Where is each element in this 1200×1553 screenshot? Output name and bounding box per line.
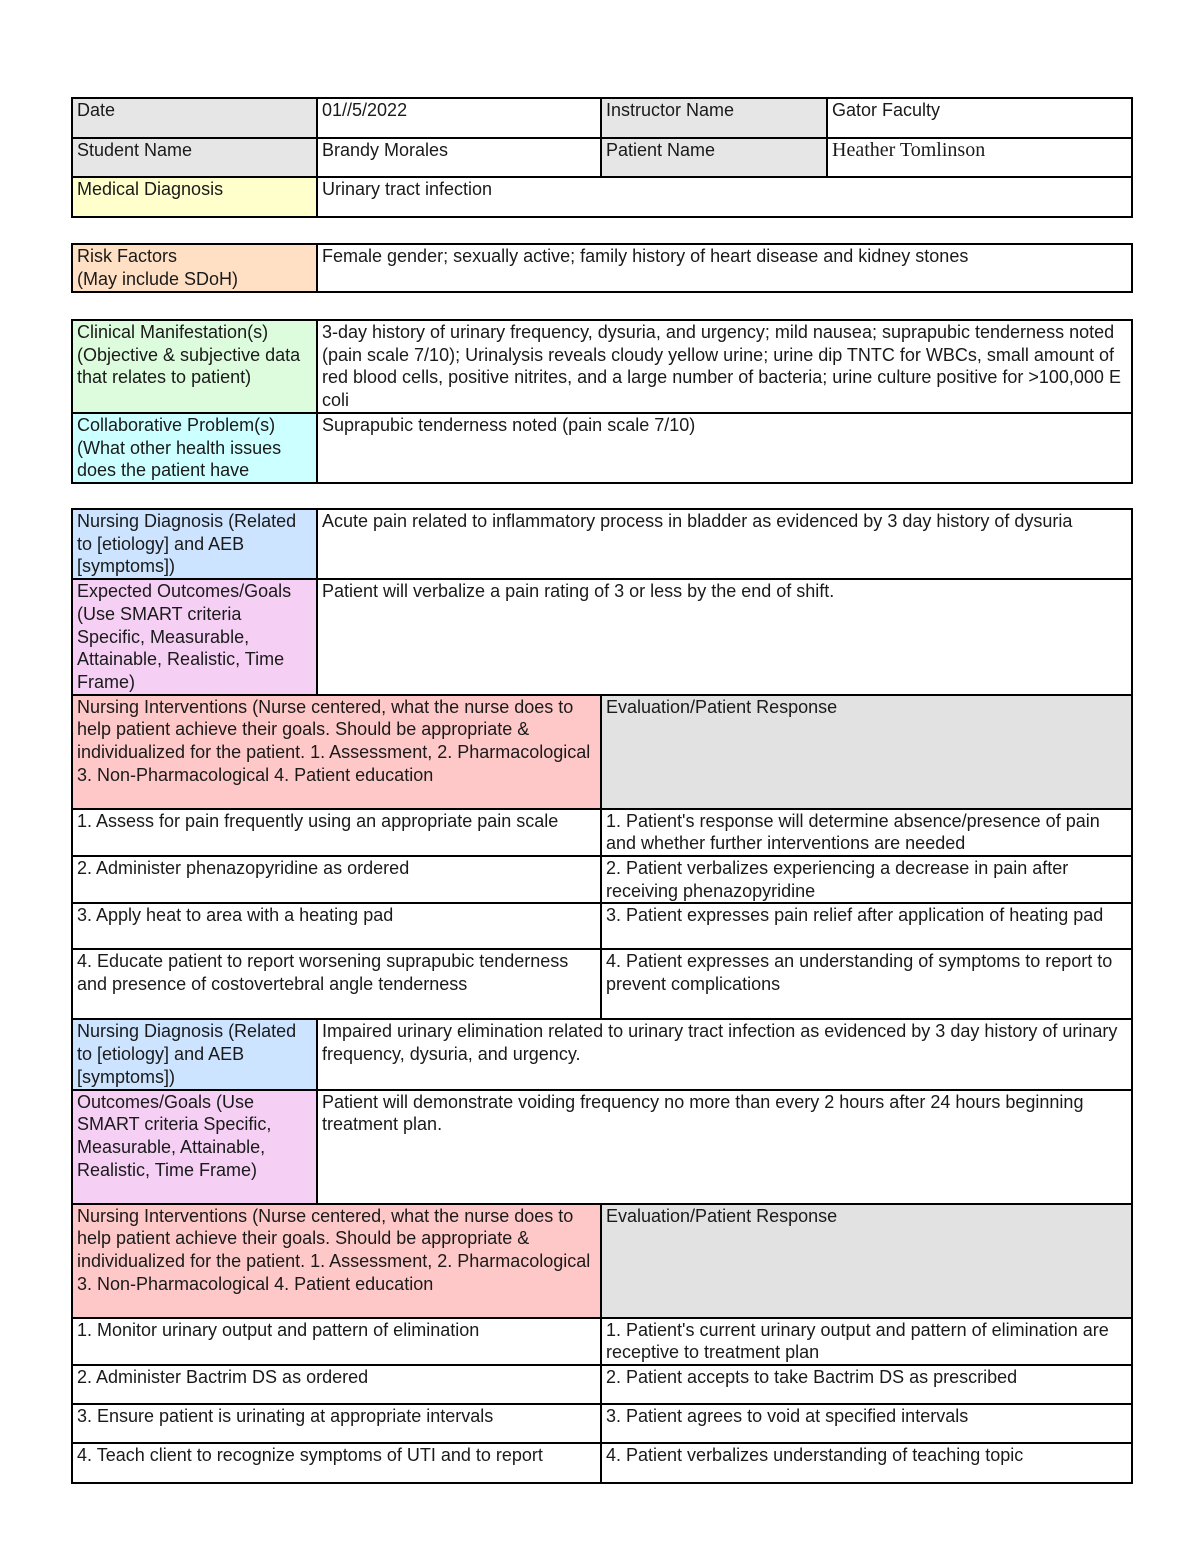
risk-value: Female gender; sexually active; family history of heart disease and kidney stones bbox=[317, 244, 1132, 292]
date-label: Date bbox=[72, 98, 317, 138]
risk-label bbox=[72, 244, 317, 292]
intervention-cell: 3. Apply heat to area with a heating pad bbox=[72, 903, 601, 949]
diagnosis-label: Medical Diagnosis bbox=[72, 177, 317, 217]
goal-value: Patient will demonstrate voiding frequency no more than every 2 hours after 24 hours beginning treatment plan. bbox=[317, 1090, 1132, 1204]
evaluation-cell: 2. Patient accepts to take Bactrim DS as prescribed bbox=[601, 1365, 1132, 1404]
evaluation-cell: 4. Patient verbalizes understanding of teaching topic bbox=[601, 1443, 1132, 1483]
manifestation-label: Clinical Manifestation(s) (Objective & subjective data that relates to patient) bbox=[72, 320, 317, 413]
date-value: 01//5/2022 bbox=[317, 98, 601, 138]
instructor-label: Instructor Name bbox=[601, 98, 827, 138]
manifestation-value: 3-day history of urinary frequency, dysuria, and urgency; mild nausea; suprapubic tenderness noted (pain scale 7/10); Urinalysis reveals cloudy yellow urine; urine dip TNTC for WBCs, small amount of red blood cells, positive nitrites, and a large number of bacteria; urine culture positive for >100,000 E coli bbox=[317, 320, 1132, 413]
evaluation-cell: 3. Patient expresses pain relief after application of heating pad bbox=[601, 903, 1132, 949]
interventions-label: Nursing Interventions (Nurse centered, what the nurse does to help patient achieve their goals. Should be appropriate & individualized for the patient. 1. Assessment, 2. Pharmacological 3. Non-Pharmacological 4. Patient education bbox=[72, 1204, 601, 1318]
patient-value: Heather Tomlinson bbox=[827, 138, 1132, 177]
clinical-table bbox=[71, 319, 1133, 484]
interventions-label: Nursing Interventions (Nurse centered, what the nurse does to help patient achieve their goals. Should be appropriate & individualized for the patient. 1. Assessment, 2. Pharmacological 3. Non-Pharmacological 4. Patient education bbox=[72, 695, 601, 809]
collab-label: Collaborative Problem(s) (What other health issues does the patient have bbox=[72, 413, 317, 483]
nursing-dx-value: Acute pain related to inflammatory process in bladder as evidenced by 3 day history of dysuria bbox=[317, 509, 1132, 579]
evaluation-cell: 1. Patient's response will determine absence/presence of pain and whether further interventions are needed bbox=[601, 809, 1132, 856]
student-value: Brandy Morales bbox=[317, 138, 601, 177]
student-label: Student Name bbox=[72, 138, 317, 177]
intervention-cell: 4. Educate patient to report worsening suprapubic tenderness and presence of costovertebral angle tenderness bbox=[72, 949, 601, 1019]
intervention-cell: 2. Administer Bactrim DS as ordered bbox=[72, 1365, 601, 1404]
risk-label-line1: Risk Factors bbox=[77, 246, 178, 266]
risk-table bbox=[71, 243, 1133, 293]
intervention-cell: 4. Teach client to recognize symptoms of UTI and to report bbox=[72, 1443, 601, 1483]
collab-value: Suprapubic tenderness noted (pain scale 7/10) bbox=[317, 413, 1132, 483]
evaluation-cell: 3. Patient agrees to void at specified intervals bbox=[601, 1404, 1132, 1443]
evaluation-cell: 1. Patient's current urinary output and pattern of elimination are receptive to treatment plan bbox=[601, 1318, 1132, 1365]
intervention-cell: 2. Administer phenazopyridine as ordered bbox=[72, 856, 601, 903]
evaluation-label: Evaluation/Patient Response bbox=[601, 695, 1132, 809]
evaluation-cell: 4. Patient expresses an understanding of symptoms to report to prevent complications bbox=[601, 949, 1132, 1019]
header-table bbox=[71, 97, 1133, 218]
evaluation-label: Evaluation/Patient Response bbox=[601, 1204, 1132, 1318]
nursing-plan-table bbox=[71, 508, 1133, 1484]
goal-label: Outcomes/Goals (Use SMART criteria Specific, Measurable, Attainable, Realistic, Time Frame) bbox=[72, 1090, 317, 1204]
nursing-dx-value: Impaired urinary elimination related to urinary tract infection as evidenced by 3 day history of urinary frequency, dysuria, and urgency. bbox=[317, 1019, 1132, 1089]
intervention-cell: 3. Ensure patient is urinating at appropriate intervals bbox=[72, 1404, 601, 1443]
risk-label-line2: (May include SDoH) bbox=[77, 268, 239, 289]
evaluation-cell: 2. Patient verbalizes experiencing a decrease in pain after receiving phenazopyridine bbox=[601, 856, 1132, 903]
goal-value: Patient will verbalize a pain rating of 3 or less by the end of shift. bbox=[317, 579, 1132, 695]
goal-label: Expected Outcomes/Goals (Use SMART criteria Specific, Measurable, Attainable, Realistic, Time Frame) bbox=[72, 579, 317, 695]
nursing-dx-label: Nursing Diagnosis (Related to [etiology] and AEB [symptoms]) bbox=[72, 509, 317, 579]
nursing-dx-label: Nursing Diagnosis (Related to [etiology] and AEB [symptoms]) bbox=[72, 1019, 317, 1089]
instructor-value: Gator Faculty bbox=[827, 98, 1132, 138]
intervention-cell: 1. Assess for pain frequently using an appropriate pain scale bbox=[72, 809, 601, 856]
diagnosis-value: Urinary tract infection bbox=[317, 177, 1132, 217]
intervention-cell: 1. Monitor urinary output and pattern of elimination bbox=[72, 1318, 601, 1365]
patient-label: Patient Name bbox=[601, 138, 827, 177]
